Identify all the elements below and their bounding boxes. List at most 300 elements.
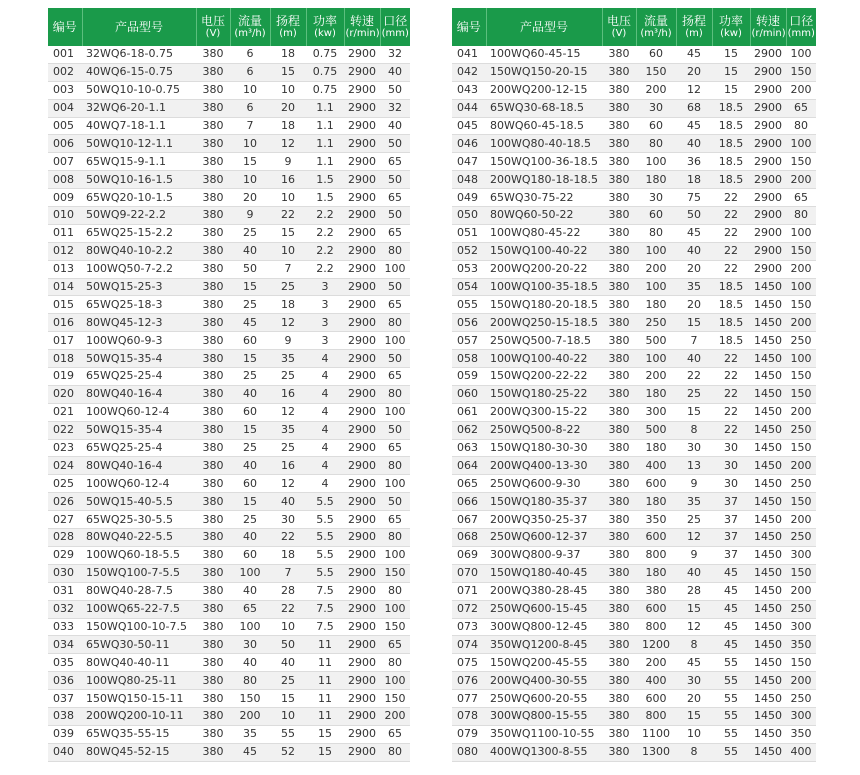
header-label: 编号 <box>456 20 481 34</box>
cell-col-flow: 15 <box>230 350 270 368</box>
cell-col-power: 37 <box>712 546 750 564</box>
cell-col-power: 55 <box>712 725 750 743</box>
cell-col-head: 8 <box>676 421 712 439</box>
cell-col-speed: 2900 <box>344 278 380 296</box>
cell-col-power: 3 <box>306 314 344 332</box>
cell-col-model: 80WQ45-12-3 <box>82 314 196 332</box>
cell-col-voltage: 380 <box>196 654 230 672</box>
cell-col-head: 13 <box>676 457 712 475</box>
cell-col-diameter: 150 <box>786 493 816 511</box>
cell-col-flow: 15 <box>230 493 270 511</box>
cell-col-flow: 380 <box>636 582 676 600</box>
header-label: 流量 <box>237 14 262 28</box>
cell-col-power: 5.5 <box>306 493 344 511</box>
cell-col-power: 0.75 <box>306 63 344 81</box>
cell-col-diameter: 300 <box>786 546 816 564</box>
cell-col-power: 7.5 <box>306 618 344 636</box>
cell-col-speed: 1450 <box>750 725 786 743</box>
cell-col-voltage: 380 <box>602 725 636 743</box>
cell-col-model: 250WQ600-9-30 <box>486 475 602 493</box>
cell-col-power: 3 <box>306 278 344 296</box>
cell-col-speed: 2900 <box>344 600 380 618</box>
cell-col-number: 023 <box>48 439 82 457</box>
cell-col-head: 7 <box>270 564 306 582</box>
cell-col-diameter: 80 <box>380 529 410 547</box>
cell-col-head: 15 <box>270 224 306 242</box>
cell-col-model: 50WQ9-22-2.2 <box>82 207 196 225</box>
cell-col-speed: 1450 <box>750 493 786 511</box>
cell-col-power: 5.5 <box>306 529 344 547</box>
table-row <box>48 260 410 278</box>
cell-col-number: 051 <box>452 224 486 242</box>
cell-col-flow: 100 <box>636 242 676 260</box>
cell-col-head: 25 <box>270 672 306 690</box>
cell-col-number: 040 <box>48 743 82 761</box>
cell-col-voltage: 380 <box>602 457 636 475</box>
cell-col-head: 30 <box>676 672 712 690</box>
cell-col-number: 072 <box>452 600 486 618</box>
cell-col-voltage: 380 <box>602 529 636 547</box>
cell-col-diameter: 250 <box>786 475 816 493</box>
cell-col-model: 150WQ150-15-11 <box>82 690 196 708</box>
cell-col-number: 032 <box>48 600 82 618</box>
cell-col-power: 18.5 <box>712 314 750 332</box>
table-row <box>48 207 410 225</box>
cell-col-number: 048 <box>452 171 486 189</box>
cell-col-model: 100WQ60-18-5.5 <box>82 546 196 564</box>
cell-col-flow: 180 <box>636 296 676 314</box>
cell-col-model: 65WQ25-15-2.2 <box>82 224 196 242</box>
table-row <box>48 618 410 636</box>
cell-col-diameter: 50 <box>380 207 410 225</box>
table-row <box>48 707 410 725</box>
cell-col-flow: 25 <box>230 368 270 386</box>
cell-col-model: 65WQ30-50-11 <box>82 636 196 654</box>
cell-col-speed: 2900 <box>750 189 786 207</box>
cell-col-voltage: 380 <box>196 546 230 564</box>
table-row <box>452 135 816 153</box>
table-row <box>48 242 410 260</box>
cell-col-flow: 30 <box>230 636 270 654</box>
cell-col-voltage: 380 <box>602 153 636 171</box>
cell-col-voltage: 380 <box>196 618 230 636</box>
cell-col-voltage: 380 <box>602 511 636 529</box>
cell-col-voltage: 380 <box>196 475 230 493</box>
table-row <box>452 618 816 636</box>
cell-col-model: 80WQ60-50-22 <box>486 207 602 225</box>
cell-col-flow: 80 <box>636 135 676 153</box>
cell-col-voltage: 380 <box>196 582 230 600</box>
cell-col-voltage: 380 <box>196 529 230 547</box>
cell-col-diameter: 80 <box>380 314 410 332</box>
cell-col-model: 65WQ20-10-1.5 <box>82 189 196 207</box>
cell-col-number: 044 <box>452 99 486 117</box>
cell-col-diameter: 40 <box>380 63 410 81</box>
cell-col-power: 1.5 <box>306 171 344 189</box>
cell-col-diameter: 80 <box>786 117 816 135</box>
cell-col-flow: 600 <box>636 529 676 547</box>
cell-col-model: 100WQ60-12-4 <box>82 475 196 493</box>
header-unit: (r/min) <box>751 28 786 39</box>
cell-col-diameter: 200 <box>786 582 816 600</box>
cell-col-flow: 30 <box>636 99 676 117</box>
cell-col-voltage: 380 <box>196 636 230 654</box>
header-label: 电压 <box>606 14 631 28</box>
cell-col-speed: 2900 <box>344 564 380 582</box>
cell-col-speed: 2900 <box>344 224 380 242</box>
cell-col-speed: 2900 <box>344 672 380 690</box>
cell-col-voltage: 380 <box>196 511 230 529</box>
cell-col-head: 25 <box>676 385 712 403</box>
cell-col-speed: 2900 <box>750 63 786 81</box>
cell-col-head: 35 <box>270 350 306 368</box>
cell-col-head: 10 <box>270 81 306 99</box>
table-row <box>452 368 816 386</box>
cell-col-number: 047 <box>452 153 486 171</box>
cell-col-speed: 2900 <box>344 529 380 547</box>
cell-col-model: 80WQ40-22-5.5 <box>82 529 196 547</box>
cell-col-number: 079 <box>452 725 486 743</box>
cell-col-voltage: 380 <box>196 63 230 81</box>
cell-col-flow: 10 <box>230 81 270 99</box>
cell-col-number: 076 <box>452 672 486 690</box>
cell-col-voltage: 380 <box>602 690 636 708</box>
cell-col-power: 2.2 <box>306 224 344 242</box>
pump-spec-table-right <box>452 8 816 762</box>
cell-col-voltage: 380 <box>196 725 230 743</box>
cell-col-head: 18 <box>270 117 306 135</box>
table-row <box>452 207 816 225</box>
cell-col-power: 22 <box>712 368 750 386</box>
table-row <box>452 546 816 564</box>
header-col-head <box>676 8 712 46</box>
cell-col-model: 400WQ1300-8-55 <box>486 743 602 761</box>
cell-col-voltage: 380 <box>196 46 230 63</box>
cell-col-speed: 1450 <box>750 618 786 636</box>
cell-col-speed: 2900 <box>344 332 380 350</box>
cell-col-speed: 2900 <box>344 99 380 117</box>
cell-col-speed: 1450 <box>750 529 786 547</box>
cell-col-number: 035 <box>48 654 82 672</box>
table-row <box>452 153 816 171</box>
cell-col-head: 9 <box>270 332 306 350</box>
table-row <box>48 171 410 189</box>
cell-col-number: 020 <box>48 385 82 403</box>
cell-col-flow: 300 <box>636 403 676 421</box>
cell-col-voltage: 380 <box>602 493 636 511</box>
cell-col-head: 25 <box>270 439 306 457</box>
cell-col-flow: 100 <box>230 618 270 636</box>
table-row <box>48 636 410 654</box>
cell-col-diameter: 65 <box>786 189 816 207</box>
cell-col-power: 55 <box>712 707 750 725</box>
cell-col-voltage: 380 <box>602 672 636 690</box>
cell-col-number: 005 <box>48 117 82 135</box>
header-row <box>48 8 410 46</box>
cell-col-number: 021 <box>48 403 82 421</box>
cell-col-head: 75 <box>676 189 712 207</box>
cell-col-number: 011 <box>48 224 82 242</box>
cell-col-speed: 2900 <box>344 314 380 332</box>
header-unit: (m) <box>279 28 297 39</box>
cell-col-head: 45 <box>676 654 712 672</box>
cell-col-flow: 600 <box>636 690 676 708</box>
header-col-number <box>48 8 82 46</box>
cell-col-power: 22 <box>712 189 750 207</box>
cell-col-speed: 2900 <box>344 46 380 63</box>
table-row <box>452 99 816 117</box>
table-row <box>48 439 410 457</box>
cell-col-flow: 10 <box>230 135 270 153</box>
cell-col-model: 200WQ350-25-37 <box>486 511 602 529</box>
cell-col-voltage: 380 <box>196 350 230 368</box>
cell-col-speed: 2900 <box>344 207 380 225</box>
table-body <box>452 46 816 761</box>
cell-col-power: 4 <box>306 475 344 493</box>
cell-col-voltage: 380 <box>602 171 636 189</box>
cell-col-flow: 60 <box>636 117 676 135</box>
cell-col-head: 35 <box>676 493 712 511</box>
table-row <box>48 529 410 547</box>
cell-col-power: 7.5 <box>306 600 344 618</box>
cell-col-voltage: 380 <box>196 368 230 386</box>
cell-col-diameter: 100 <box>380 332 410 350</box>
cell-col-diameter: 50 <box>380 171 410 189</box>
cell-col-flow: 15 <box>230 153 270 171</box>
cell-col-flow: 200 <box>636 81 676 99</box>
cell-col-model: 250WQ600-20-55 <box>486 690 602 708</box>
cell-col-voltage: 380 <box>602 385 636 403</box>
cell-col-model: 100WQ60-12-4 <box>82 403 196 421</box>
cell-col-voltage: 380 <box>196 242 230 260</box>
cell-col-flow: 20 <box>230 189 270 207</box>
cell-col-voltage: 380 <box>196 707 230 725</box>
cell-col-speed: 2900 <box>344 296 380 314</box>
cell-col-number: 029 <box>48 546 82 564</box>
cell-col-model: 200WQ300-15-22 <box>486 403 602 421</box>
header-col-diameter <box>380 8 410 46</box>
cell-col-head: 20 <box>676 296 712 314</box>
cell-col-speed: 2900 <box>344 636 380 654</box>
cell-col-head: 40 <box>270 493 306 511</box>
cell-col-head: 12 <box>270 135 306 153</box>
table-row <box>48 63 410 81</box>
cell-col-speed: 1450 <box>750 511 786 529</box>
cell-col-head: 52 <box>270 743 306 761</box>
cell-col-voltage: 380 <box>602 81 636 99</box>
cell-col-speed: 2900 <box>750 99 786 117</box>
cell-col-speed: 1450 <box>750 582 786 600</box>
cell-col-voltage: 380 <box>196 493 230 511</box>
cell-col-head: 15 <box>270 63 306 81</box>
header-unit: (m) <box>685 28 703 39</box>
cell-col-speed: 2900 <box>344 189 380 207</box>
cell-col-model: 200WQ200-10-11 <box>82 707 196 725</box>
cell-col-flow: 80 <box>636 224 676 242</box>
cell-col-number: 067 <box>452 511 486 529</box>
cell-col-speed: 2900 <box>344 242 380 260</box>
cell-col-voltage: 380 <box>196 672 230 690</box>
table-row <box>452 117 816 135</box>
table-row <box>452 278 816 296</box>
cell-col-head: 50 <box>270 636 306 654</box>
table-row <box>452 457 816 475</box>
cell-col-diameter: 200 <box>786 314 816 332</box>
table-row <box>452 242 816 260</box>
cell-col-number: 046 <box>452 135 486 153</box>
cell-col-head: 8 <box>676 743 712 761</box>
cell-col-speed: 1450 <box>750 690 786 708</box>
pump-spec-table-left <box>48 8 410 762</box>
cell-col-head: 9 <box>270 153 306 171</box>
cell-col-head: 10 <box>270 618 306 636</box>
cell-col-head: 10 <box>270 189 306 207</box>
cell-col-speed: 2900 <box>344 385 380 403</box>
cell-col-head: 30 <box>270 511 306 529</box>
cell-col-flow: 25 <box>230 439 270 457</box>
cell-col-number: 037 <box>48 690 82 708</box>
cell-col-head: 20 <box>676 63 712 81</box>
table-header <box>48 8 410 46</box>
cell-col-flow: 25 <box>230 296 270 314</box>
cell-col-flow: 400 <box>636 672 676 690</box>
cell-col-flow: 150 <box>230 690 270 708</box>
table-row <box>48 421 410 439</box>
cell-col-flow: 180 <box>636 171 676 189</box>
cell-col-speed: 1450 <box>750 368 786 386</box>
cell-col-flow: 350 <box>636 511 676 529</box>
table-row <box>48 403 410 421</box>
cell-col-number: 039 <box>48 725 82 743</box>
cell-col-power: 3 <box>306 296 344 314</box>
cell-col-voltage: 380 <box>196 457 230 475</box>
cell-col-head: 68 <box>676 99 712 117</box>
cell-col-head: 20 <box>270 99 306 117</box>
cell-col-number: 004 <box>48 99 82 117</box>
cell-col-power: 1.1 <box>306 117 344 135</box>
cell-col-speed: 2900 <box>344 135 380 153</box>
cell-col-head: 15 <box>270 690 306 708</box>
cell-col-power: 22 <box>712 421 750 439</box>
cell-col-voltage: 380 <box>602 600 636 618</box>
cell-col-flow: 600 <box>636 475 676 493</box>
table-row <box>452 493 816 511</box>
cell-col-flow: 40 <box>230 457 270 475</box>
cell-col-head: 9 <box>676 475 712 493</box>
cell-col-model: 65WQ35-55-15 <box>82 725 196 743</box>
cell-col-head: 9 <box>676 546 712 564</box>
cell-col-flow: 6 <box>230 46 270 63</box>
cell-col-number: 008 <box>48 171 82 189</box>
cell-col-model: 50WQ15-25-3 <box>82 278 196 296</box>
cell-col-power: 4 <box>306 368 344 386</box>
cell-col-voltage: 380 <box>196 385 230 403</box>
table-row <box>452 743 816 761</box>
cell-col-flow: 60 <box>230 332 270 350</box>
cell-col-speed: 2900 <box>344 654 380 672</box>
table-row <box>452 46 816 63</box>
cell-col-voltage: 380 <box>196 81 230 99</box>
cell-col-model: 150WQ100-40-22 <box>486 242 602 260</box>
cell-col-flow: 1200 <box>636 636 676 654</box>
cell-col-voltage: 380 <box>602 564 636 582</box>
cell-col-flow: 25 <box>230 224 270 242</box>
header-col-power <box>306 8 344 46</box>
cell-col-head: 25 <box>676 511 712 529</box>
cell-col-speed: 2900 <box>344 350 380 368</box>
cell-col-model: 150WQ180-20-18.5 <box>486 296 602 314</box>
cell-col-voltage: 380 <box>196 260 230 278</box>
cell-col-power: 15 <box>306 725 344 743</box>
cell-col-model: 100WQ80-25-11 <box>82 672 196 690</box>
cell-col-number: 077 <box>452 690 486 708</box>
cell-col-diameter: 150 <box>786 63 816 81</box>
cell-col-voltage: 380 <box>602 242 636 260</box>
cell-col-number: 069 <box>452 546 486 564</box>
cell-col-number: 075 <box>452 654 486 672</box>
cell-col-diameter: 150 <box>786 153 816 171</box>
cell-col-model: 150WQ100-7-5.5 <box>82 564 196 582</box>
cell-col-model: 80WQ60-45-18.5 <box>486 117 602 135</box>
table-row <box>48 350 410 368</box>
cell-col-head: 25 <box>270 368 306 386</box>
cell-col-model: 350WQ1200-8-45 <box>486 636 602 654</box>
cell-col-model: 300WQ800-15-55 <box>486 707 602 725</box>
cell-col-model: 200WQ380-28-45 <box>486 582 602 600</box>
cell-col-power: 30 <box>712 475 750 493</box>
cell-col-flow: 30 <box>636 189 676 207</box>
cell-col-number: 028 <box>48 529 82 547</box>
table-row <box>452 636 816 654</box>
table-row <box>48 99 410 117</box>
cell-col-model: 50WQ15-35-4 <box>82 421 196 439</box>
cell-col-speed: 2900 <box>344 368 380 386</box>
cell-col-diameter: 400 <box>786 743 816 761</box>
cell-col-flow: 25 <box>230 511 270 529</box>
cell-col-diameter: 80 <box>380 654 410 672</box>
cell-col-voltage: 380 <box>196 171 230 189</box>
cell-col-voltage: 380 <box>602 99 636 117</box>
cell-col-voltage: 380 <box>196 99 230 117</box>
cell-col-flow: 6 <box>230 99 270 117</box>
cell-col-flow: 180 <box>636 385 676 403</box>
cell-col-diameter: 150 <box>786 439 816 457</box>
cell-col-head: 7 <box>676 332 712 350</box>
cell-col-power: 18.5 <box>712 278 750 296</box>
cell-col-voltage: 380 <box>602 421 636 439</box>
cell-col-number: 034 <box>48 636 82 654</box>
table-row <box>48 135 410 153</box>
header-col-head <box>270 8 306 46</box>
cell-col-head: 12 <box>270 314 306 332</box>
cell-col-flow: 800 <box>636 707 676 725</box>
table-row <box>48 582 410 600</box>
cell-col-power: 22 <box>712 224 750 242</box>
cell-col-flow: 40 <box>230 654 270 672</box>
cell-col-model: 40WQ7-18-1.1 <box>82 117 196 135</box>
cell-col-head: 50 <box>676 207 712 225</box>
cell-col-power: 18.5 <box>712 332 750 350</box>
cell-col-model: 100WQ60-9-3 <box>82 332 196 350</box>
cell-col-speed: 1450 <box>750 743 786 761</box>
table-row <box>48 725 410 743</box>
table-row <box>452 189 816 207</box>
cell-col-head: 22 <box>676 368 712 386</box>
cell-col-flow: 800 <box>636 546 676 564</box>
cell-col-speed: 2900 <box>750 81 786 99</box>
header-label: 编号 <box>52 20 77 34</box>
cell-col-voltage: 380 <box>196 690 230 708</box>
